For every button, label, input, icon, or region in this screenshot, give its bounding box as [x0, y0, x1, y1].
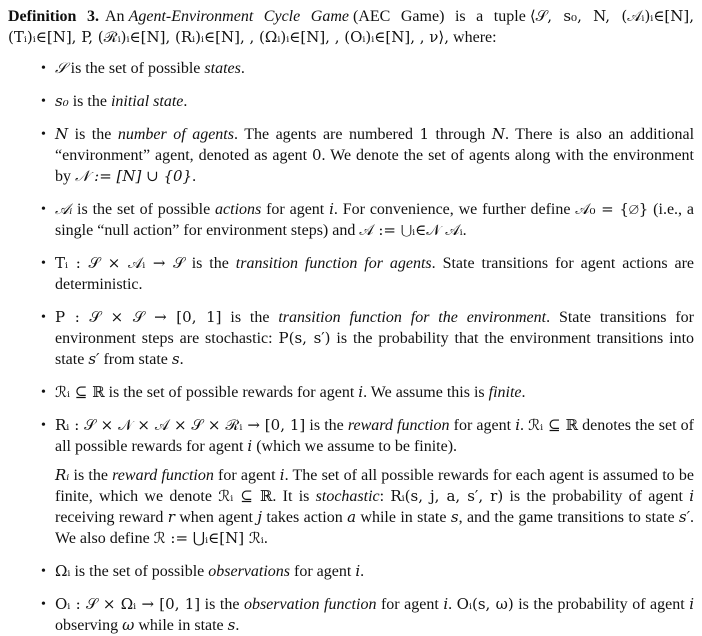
math-expression: Rᵢ : 𝒮 × 𝒩 × 𝒜 × 𝒮 × ℛᵢ → [0, 1] [55, 416, 306, 434]
math-expression: 𝒮 [55, 59, 67, 77]
emphasis-text: finite [488, 384, 522, 401]
bullet-icon: • [41, 94, 46, 109]
math-expression: Rᵢ [55, 466, 70, 484]
item-text: . [263, 530, 268, 547]
item-text: . We assume this is [363, 384, 489, 401]
item-text: is the set of possible [66, 60, 205, 77]
emphasis-text: observations [208, 563, 291, 580]
math-expression: 0 [311, 146, 322, 164]
list-item-reward-set [41, 382, 694, 403]
item-text: . We denote the set of agents along with the environment by [55, 147, 695, 185]
math-expression: a [347, 508, 357, 526]
math-expression: Ωᵢ [55, 562, 71, 580]
definition-tail: where: [453, 29, 497, 46]
list-item-transition-agents [41, 253, 694, 295]
math-expression: s [450, 508, 459, 526]
definition-paragraph [8, 6, 694, 48]
math-expression: Oᵢ : 𝒮 × Ωᵢ → [0, 1] [55, 595, 201, 613]
definition-after-term: (AEC Game) is a tuple [353, 8, 526, 25]
definition-item-list [8, 58, 694, 636]
item-text: . [462, 222, 467, 239]
math-expression: Oᵢ(s, ω) [456, 595, 514, 613]
list-item-actions [41, 199, 695, 241]
emphasis-text: observation function [243, 596, 377, 613]
math-expression: j [257, 508, 262, 526]
math-expression: s [227, 616, 236, 634]
math-expression: 𝒜 := ⋃ᵢ∈𝒩 𝒜ᵢ [359, 221, 463, 239]
definition-tuple: ⟨𝒮, s₀, N, (𝒜ᵢ)ᵢ∈[N], (Tᵢ)ᵢ∈[N], P, (ℛᵢ)ᵢ∈[N], (Rᵢ)ᵢ∈[N], , (Ωᵢ)ᵢ∈[N], , (Oᵢ)ᵢ∈[N], , ν⟩, [8, 7, 695, 46]
item-text: . [179, 351, 184, 368]
item-text: , and the game transitions to state [458, 509, 679, 526]
item-text: is the probability of agent [513, 596, 690, 613]
item-text: (which we assume to be finite). [252, 438, 458, 455]
item-text: is the [68, 93, 111, 110]
math-expression: Rᵢ(s, j, a, s′, r) [390, 487, 504, 505]
item-text: . There is also an additional “environment” agent, denoted as agent [55, 126, 695, 164]
item-text: is the set of possible rewards for agent [104, 384, 359, 401]
math-expression: s′ [88, 350, 100, 368]
list-item-observations [41, 561, 694, 582]
math-expression: i [515, 416, 520, 434]
item-text: when agent [174, 509, 258, 526]
item-text: denotes the set of all possible rewards for agent [55, 417, 695, 455]
item-text: is the probability that the environment transitions into state [55, 330, 695, 368]
item-text: . [240, 60, 245, 77]
math-expression: i [329, 200, 334, 218]
item-text: . [183, 93, 188, 110]
list-item-states [41, 58, 694, 79]
item-text: through [429, 126, 492, 143]
bullet-icon: • [41, 564, 46, 579]
item-text: . [235, 617, 240, 634]
item-text: . [360, 563, 365, 580]
item-text: takes action [261, 509, 348, 526]
math-expression: s [171, 350, 180, 368]
math-expression: ω [122, 616, 135, 634]
math-expression: Tᵢ : 𝒮 × 𝒜ᵢ → 𝒮 [55, 254, 185, 272]
bullet-icon: • [41, 202, 46, 217]
math-expression: i [279, 466, 285, 484]
bullet-icon: • [41, 418, 46, 433]
item-text: is the set of possible [72, 201, 216, 218]
item-text: . The set of all possible rewards for each agent is assumed to be finite, which we denote [55, 467, 694, 505]
item-text: . The agents are numbered [233, 126, 420, 143]
item-text: while in state [134, 617, 228, 634]
item-text: observing [55, 617, 123, 634]
item-text: . We also define [55, 509, 695, 547]
item-text: receiving reward [55, 509, 168, 526]
list-item-number-of-agents [41, 124, 695, 187]
bullet-icon: • [41, 256, 46, 271]
emphasis-text: actions [215, 201, 262, 218]
item-text: for agent [449, 417, 516, 434]
math-expression: P(s, s′) [278, 329, 331, 347]
item-text: . [448, 596, 457, 613]
reward-function-paragraph [55, 465, 694, 549]
item-text: is the [200, 596, 244, 613]
list-item-reward-function [41, 415, 695, 549]
definition-label: Definition 3. [8, 8, 99, 25]
emphasis-text: states [204, 60, 241, 77]
emphasis-text: transition function for the environment [278, 309, 547, 326]
item-text: . [521, 384, 526, 401]
bullet-icon: • [41, 127, 46, 142]
math-expression: r [167, 508, 175, 526]
math-expression: P : 𝒮 × 𝒮 → [0, 1] [55, 308, 222, 326]
item-text: is the [68, 126, 118, 143]
item-text: is the [221, 309, 279, 326]
item-text: is the set of possible [70, 563, 209, 580]
list-item-transition-environment [41, 307, 695, 370]
math-expression: N [55, 125, 69, 143]
math-expression: N [491, 125, 505, 143]
item-text: is the [184, 255, 236, 272]
math-expression: ℛᵢ ⊆ ℝ [55, 383, 105, 401]
emphasis-text: number of agents [117, 126, 234, 143]
emphasis-text: transition function for agents [235, 255, 432, 272]
math-expression: ℛ := ⋃ᵢ∈[N] ℛᵢ [153, 529, 264, 547]
emphasis-text: reward function [347, 417, 450, 434]
item-text: for agent [213, 467, 280, 484]
item-text: . [192, 168, 197, 185]
list-item-initial-state [41, 91, 694, 112]
list-item-observation-function [41, 594, 695, 636]
item-text: for agent [290, 563, 356, 580]
item-text: . For convenience, we further define [333, 201, 576, 218]
item-text: . [520, 417, 529, 434]
math-expression: s₀ [55, 92, 69, 110]
math-expression: ℛᵢ ⊆ ℝ [528, 416, 578, 434]
item-text: for agent [261, 201, 330, 218]
bullet-icon: • [41, 385, 46, 400]
item-text: is the probability of agent [503, 488, 690, 505]
bullet-icon: • [41, 597, 46, 612]
item-text: while in state [356, 509, 451, 526]
item-text: (i.e., a single “null action” for environment steps) and [55, 201, 695, 239]
emphasis-text: initial state [110, 93, 184, 110]
math-expression: i [355, 562, 361, 580]
math-expression: i [247, 437, 253, 455]
math-expression: 𝒜₀ = {∅} [575, 200, 649, 218]
emphasis-text: reward function [112, 467, 214, 484]
item-text: is the [305, 417, 348, 434]
math-expression: 1 [419, 125, 430, 143]
item-text: is the [69, 467, 113, 484]
item-text: . It is [272, 488, 316, 505]
math-expression: i [689, 595, 695, 613]
definition-term: Agent-Environment Cycle Game [128, 8, 349, 25]
bullet-icon: • [41, 310, 46, 325]
definition-lead-text: An [105, 8, 125, 25]
item-text: . State transitions for environment steps are stochastic: [55, 309, 695, 347]
math-expression: 𝒜ᵢ [55, 200, 73, 218]
item-text: for agent [376, 596, 444, 613]
math-expression: 𝒩 := [N] ∪ {0} [75, 167, 193, 185]
math-expression: i [358, 383, 364, 401]
bullet-icon: • [41, 61, 46, 76]
item-text: from state [99, 351, 172, 368]
item-text: : [379, 488, 391, 505]
math-expression: i [443, 595, 449, 613]
math-expression: s′ [678, 508, 691, 526]
emphasis-text: stochastic [315, 488, 380, 505]
math-expression: i [689, 487, 695, 505]
item-text: . State transitions for agent actions are deterministic. [55, 255, 694, 293]
math-expression: ℛᵢ ⊆ ℝ [218, 487, 273, 505]
